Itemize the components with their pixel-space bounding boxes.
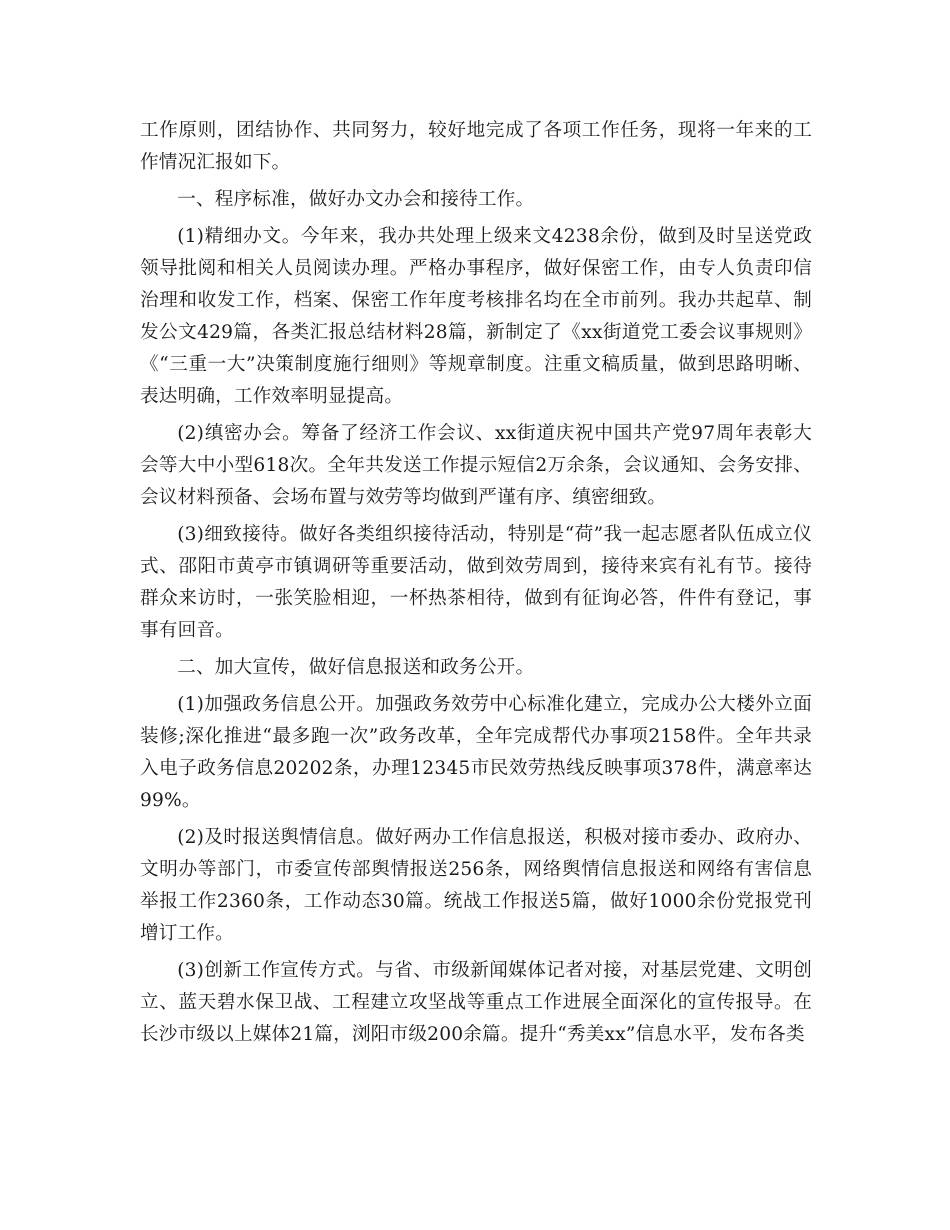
paragraph-1-3: (3)细致接待。做好各类组织接待活动，特别是“荷”我一起志愿者队伍成立仪式、邵阳市黄亭市镇调研等重要活动，做到效劳周到，接待来宾有礼有节。接待群众来访时，一张笑脸相迎，一杯热茶相待，做到有征询必答，件件有登记，事事有回音。 xyxy=(140,524,812,641)
paragraph-1-1: (1)精细办文。今年来，我办共处理上级来文4238余份，做到及时呈送党政领导批阅和相关人员阅读办理。严格办事程序，做好保密工作，由专人负责印信治理和收发工作，档案、保密工作年度考核排名均在全市前列。我办共起草、制发公文429篇，各类汇报总结材料28篇，新制定了《xx街道党工委会议事规则》《“三重一大”决策制度施行细则》等规章制度。注重文稿质量，做到思路明晰、表达明确，工作效率明显提高。 xyxy=(140,226,812,407)
paragraph-2-1: (1)加强政务信息公开。加强政务效劳中心标准化建立，完成办公大楼外立面装修;深化推进“最多跑一次”政务改革，全年完成帮代办事项2158件。全年共录入电子政务信息20202条，办理12345市民效劳热线反映事项378件，满意率达99%。 xyxy=(140,694,812,811)
paragraph-intro: 工作原则，团结协作、共同努力，较好地完成了各项工作任务，现将一年来的工作情况汇报如下。 xyxy=(140,120,812,173)
section-heading-2: 二、加大宣传，做好信息报送和政务公开。 xyxy=(177,657,535,678)
paragraph-2-3: (3)创新工作宣传方式。与省、市级新闻媒体记者对接，对基层党建、文明创立、蓝天碧水保卫战、工程建立攻坚战等重点工作进展全面深化的宣传报导。在长沙市级以上媒体21篇，浏阳市级200余篇。提升“秀美xx”信息水平，发布各类 xyxy=(140,960,812,1045)
paragraph-2-2: (2)及时报送舆情信息。做好两办工作信息报送，积极对接市委办、政府办、文明办等部门，市委宣传部舆情报送256条，网络舆情信息报送和网络有害信息举报工作2360条，工作动态30篇。统战工作报送5篇，做好1000余份党报党刊增订工作。 xyxy=(140,827,812,944)
document-body xyxy=(140,115,812,1056)
section-heading-1: 一、程序标准，做好办文办会和接待工作。 xyxy=(177,189,535,210)
paragraph-1-2: (2)缜密办会。筹备了经济工作会议、xx街道庆祝中国共产党97周年表彰大会等大中小型618次。全年共发送工作提示短信2万余条，会议通知、会务安排、会议材料预备、会场布置与效劳等均做到严谨有序、缜密细致。 xyxy=(140,423,812,508)
